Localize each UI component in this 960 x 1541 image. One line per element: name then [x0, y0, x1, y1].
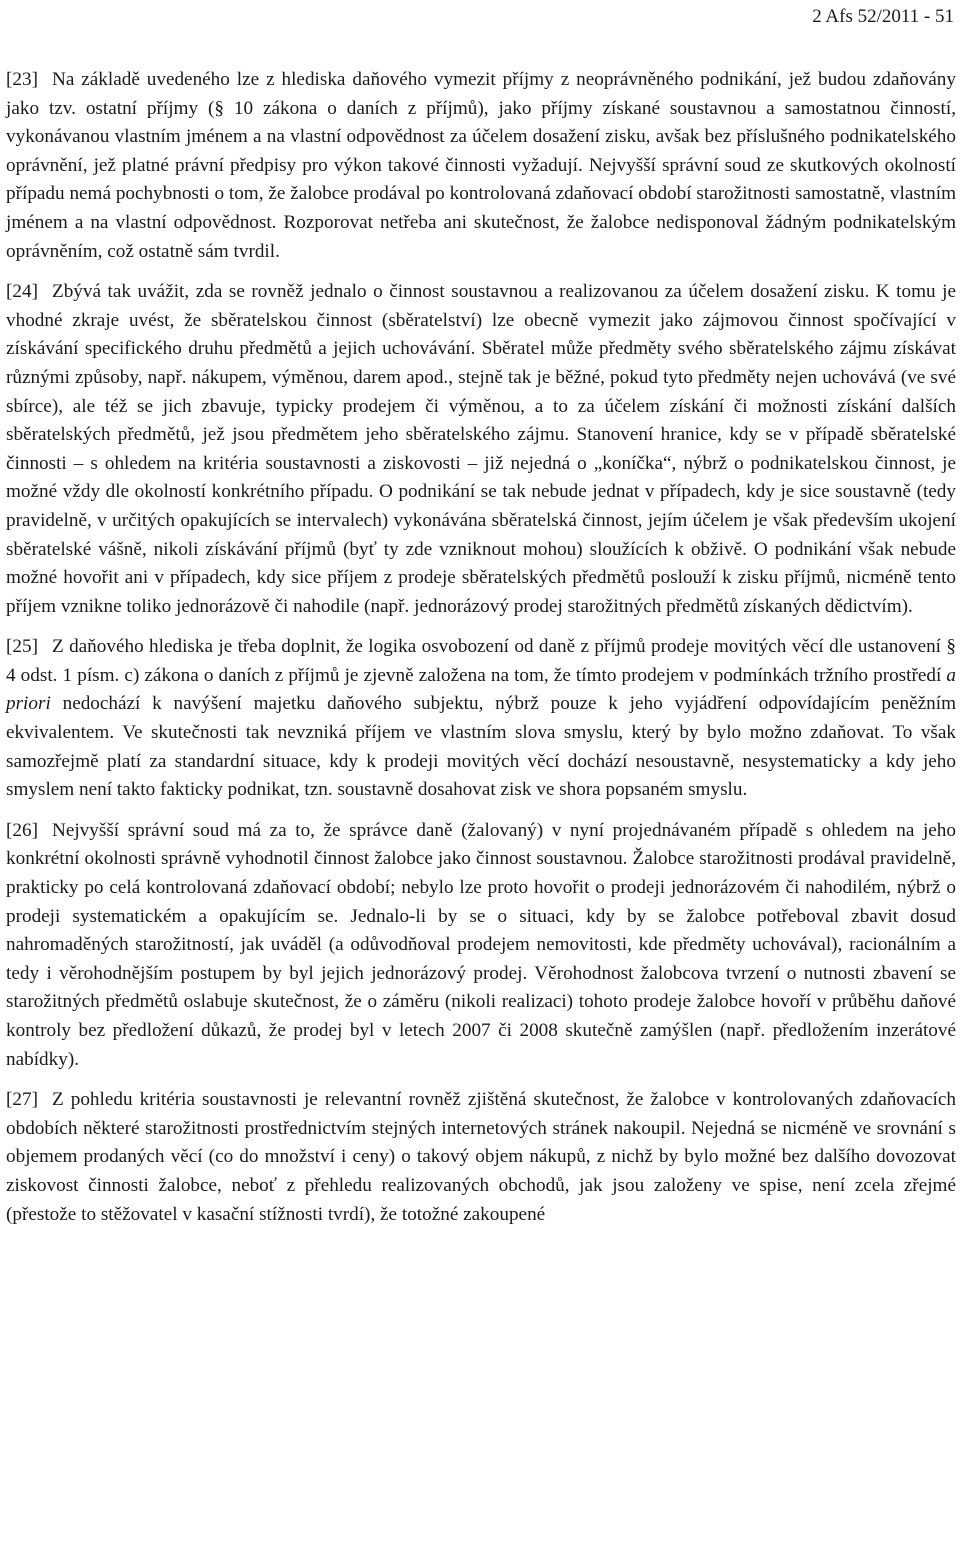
paragraph-text: Z daňového hlediska je třeba doplnit, že logika osvobození od daně z příjmů prodeje movitých věcí dle ustanovení § 4 odst. 1 písm. c) zákona o daních z příjmů je zjevně založena na tom, že tímto prodejem v podmínkách tržního prostředí — [6, 636, 956, 686]
paragraph-24 — [6, 278, 956, 621]
case-reference: 2 Afs 52/2011 - 51 — [812, 6, 954, 27]
paragraph-number: [23] — [6, 69, 38, 90]
paragraph-number: [26] — [6, 819, 38, 841]
paragraph-text: Na základě uvedeného lze z hlediska daňového vymezit příjmy z neoprávněného podnikání, jež budou zdaňovány jako tzv. ostatní příjmy (§ 10 zákona o daních z příjmů), jako příjmy získané soustavnou a samostatnou činností, vykonávanou vlastním jménem a na vlastní odpovědnost za účelem dosažení zisku, avšak bez příslušného podnikatelského oprávnění, jež platné právní předpisy pro výkon takové činnosti vyžadují. Nejvyšší správní soud ze skutkových okolností případu nemá pochybnosti o tom, že žalobce prodával po kontrolovaná zdaňovací období starožitnosti samostatně, vlastním jménem a na vlastní odpovědnost. Rozporovat netřeba ani skutečnost, že žalobce nedisponoval žádným podnikatelským oprávněním, což ostatně sám tvrdil. — [6, 69, 956, 262]
paragraph-number: [24] — [6, 281, 38, 303]
paragraph-text: Z pohledu kritéria soustavnosti je relevantní rovněž zjištěná skutečnost, že žalobce v kontrolovaných zdaňovacích obdobích některé starožitnosti prostřednictvím stejných internetových stránek nakoupil. Nejedná se nicméně ve srovnání s objemem prodaných věcí (co do množství i ceny) o takový objem nákupů, z nichž by bylo možné bez dalšího dovozovat ziskovost činnosti žalobce, neboť z přehledu realizovaných obchodů, jak jsou založeny ve spise, není zcela zřejmé (přestože to stěžovatel v kasační stížnosti tvrdí), že totožné zakoupené — [6, 1089, 956, 1225]
paragraph-text: Nejvyšší správní soud má za to, že správce daně (žalovaný) v nyní projednávaném případě s ohledem na jeho konkrétní okolnosti správně vyhodnotil činnost žalobce jako činnost soustavnou. Žalobce starožitnosti prodával pravidelně, prakticky po celá kontrolovaná zdaňovací období; nebylo lze proto hovořit o prodeji jednorázovém či nahodilém, nýbrž o prodeji systematickém a opakujícím se. Jednalo-li by se o situaci, kdy by se žalobce potřeboval zbavit dosud nahromaděných starožitností, jak uváděl (a odůvodňoval prodejem nemovitosti, kde předměty uchovával), racionálním a tedy i věrohodnějším postupem by byl jejich jednorázový prodej. Věrohodnost žalobcova tvrzení o nutnosti zbavení se starožitných předmětů oslabuje skutečnost, že o záměru (nikoli realizaci) tohoto prodeje žalobce hovoří v průběhu daňové kontroly bez předložení důkazů, že prodej byl v letech 2007 či 2008 skutečně zamýšlen (např. předložením inzerátové nabídky). — [6, 819, 956, 1070]
paragraph-26 — [6, 817, 956, 1074]
paragraph-text: nedochází k navýšení majetku daňového subjektu, nýbrž pouze k jeho vyjádření odpovídajícím peněžním ekvivalentem. Ve skutečnosti tak nevzniká příjem ve vlastním slova smyslu, který by bylo možno zdaňovat. To však samozřejmě platí za standardní situace, kdy k prodeji movitých věcí dochází nesoustavně, nesystematicky a kdy jeho smyslem není takto fakticky podnikat, tzn. soustavně dosahovat zisk ve shora popsaném smyslu. — [6, 693, 956, 801]
italic-term: a priori — [6, 664, 956, 715]
paragraph-number: [27] — [6, 1089, 38, 1111]
paragraph-23 — [6, 66, 956, 266]
paragraph-text: Zbývá tak uvážit, zda se rovněž jednalo o činnost soustavnou a realizovanou za účelem dosažení zisku. K tomu je vhodné zkraje uvést, že sběratelskou činnost (sběratelství) lze obecně vymezit jako zájmovou činnost spočívající v získávání specifického druhu předmětů a jejich uchovávání. Sběratel může předměty svého sběratelského zájmu získávat různými způsoby, např. nákupem, výměnou, darem apod., stejně tak je běžné, pokud tyto předměty nejen uchovává (ve své sbírce), ale též se jich zbavuje, typicky prodejem či výměnou, a to za účelem získání či možnosti získání dalších sběratelských předmětů, jež jsou předmětem jeho sběratelského zájmu. Stanovení hranice, kdy se v případě sběratelské činnosti – s ohledem na kritéria soustavnosti a ziskovosti – již nejedná o „koníčka“, nýbrž o podnikatelskou činnost, je možné vždy dle okolností konkrétního případu. O podnikání se tak nebude jednat v případech, kdy je sice soustavně (tedy pravidelně, v určitých opakujících se intervalech) vykonávána sběratelská činnost, jejím účelem je však především ukojení sběratelské vášně, nikoli získávání příjmů (byť ty zde vzniknout mohou) sloužících k obživě. O podnikání však nebude možné hovořit ani v případech, kdy sice příjem z prodeje sběratelských předmětů poslouží k zisku příjmů, nicméně tento příjem vznikne toliko jednorázově či nahodile (např. jednorázový prodej starožitných předmětů získaných dědictvím). — [6, 281, 956, 617]
paragraph-25 — [6, 633, 956, 805]
paragraph-number: [25] — [6, 636, 38, 658]
paragraph-27 — [6, 1086, 956, 1229]
document-body — [6, 66, 956, 1229]
